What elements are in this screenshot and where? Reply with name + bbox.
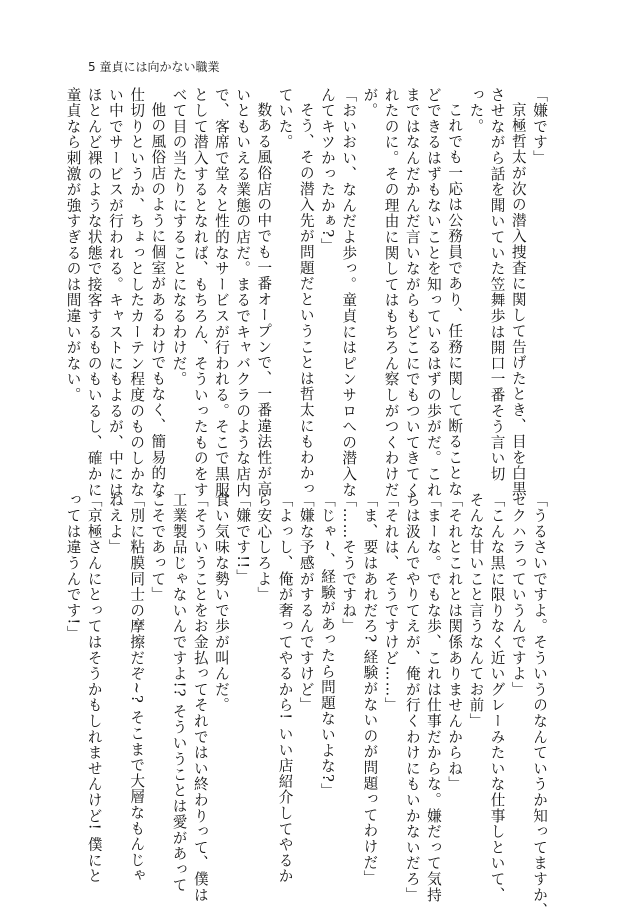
paragraph-dialogue-refusal: 「嫌です」: [531, 87, 548, 166]
paragraph-narration-problem: そう、その潜入先が問題だということは哲太にもわかっ ていた。: [276, 87, 315, 497]
paragraph-dialogue-no-experience: 「ま、要はあれだろ? 経験がないのが問題ってわけだ」: [361, 492, 379, 887]
paragraph-dialogue-different-for-me: 「京極さんにとってはそうかもしれませんけど! 僕にと っては違うんです!」: [64, 492, 103, 885]
lower-text-block: [64, 492, 550, 919]
running-head: 5 童貞には向かない職業: [88, 60, 220, 74]
upper-text-block: [64, 87, 550, 498]
paragraph-narration-shout: 食い気味な勢いで歩が叫んだ。: [212, 492, 230, 714]
paragraph-narration-business-type: 数ある風俗店の中でも一番オープンで、一番違法性が高 いともいえる業態の店だ。まるでキャバクラのような店内 で、客席で堂々と性的なサービスが行われる。そこで黒服 として潜入するとなれば、もちろん、そういったものをす べて目の当たりにすることになるわけだ。: [170, 87, 273, 498]
paragraph-narration-no-private-room: 他の風俗店のように個室があるわけでもなく、簡易的な 仕切りというか、ちょっとしたカーテン程度のものしかな い中でサービスが行われる。キャストにもよるが、中には ほとんど裸のような状態で接客するものもいるし、確かに 童貞なら刺激が強すぎるのは間違いがない。: [64, 87, 167, 498]
paragraph-dialogue-experience: 「じゃ~、経験があったら問題ないよな?」: [318, 492, 336, 799]
paragraph-dialogue-thats-right: 「……そうですね」: [340, 492, 358, 635]
paragraph-dialogue-gray-job: 「こんな黒に限りなく近いグレーみたいな仕事しといて、 そんな甘いこと言うなんてお前」: [467, 492, 506, 903]
paragraph-narration-civil-servant: これでも一応は公務員であり、任務に関して断ることな どできるはずもないことを知っているはずの歩がだ。これ まではなんだかんだ言いながらもどこにでもついてきてく れたのに。その理由に関してはもちろん察しがつくわけだ が。: [361, 87, 464, 498]
paragraph-dialogue-its-work: 「まーな。でもな歩、これは仕事だからな。嫌だって気持 ちは汲んでやりてえが、俺が行くわけにもいかないだろ」: [403, 492, 442, 903]
paragraph-dialogue-friction: 「別に粘膜同士の摩擦だぞ~? そこまで大層なもんじゃ ねえよ」: [106, 492, 146, 884]
paragraph-dialogue-teasing: 「おいおい、なんだよ歩っ。童貞にはピンサロへの潜入な んてキツかったかぁ?」: [318, 87, 358, 498]
paragraph-dialogue-not-product: 「そういうことをお金払ってそれではい終わりって、僕は 工業製品じゃないんですよ!? そういうことは愛があって こそであって」: [149, 492, 209, 903]
paragraph-dialogue-my-treat: 「よっし、俺が奢ってやるから! いい店紹介してやるか ら安心しろよ」: [255, 492, 294, 885]
paragraph-dialogue-unrelated: 「それとこれとは関係ありませんからね」: [446, 492, 464, 793]
paragraph-dialogue-well: 「それは、そうですけど……」: [382, 492, 400, 714]
paragraph-dialogue-bad-feeling: 「嫌な予感がするんですけど」: [297, 492, 315, 714]
paragraph-dialogue-no-way: 「嫌です!!」: [234, 492, 252, 586]
paragraph-dialogue-harassment: 「うるさいですよ。そういうのなんていうか知ってますか、 セクハラっていうんですよ」: [509, 492, 548, 919]
paragraph-narration-declaration: 京極哲太が次の潜入捜査に関して告げたとき、目を白黒 させながら話を聞いていた笠舞歩は開口一番そう言い切 った。: [467, 87, 527, 497]
